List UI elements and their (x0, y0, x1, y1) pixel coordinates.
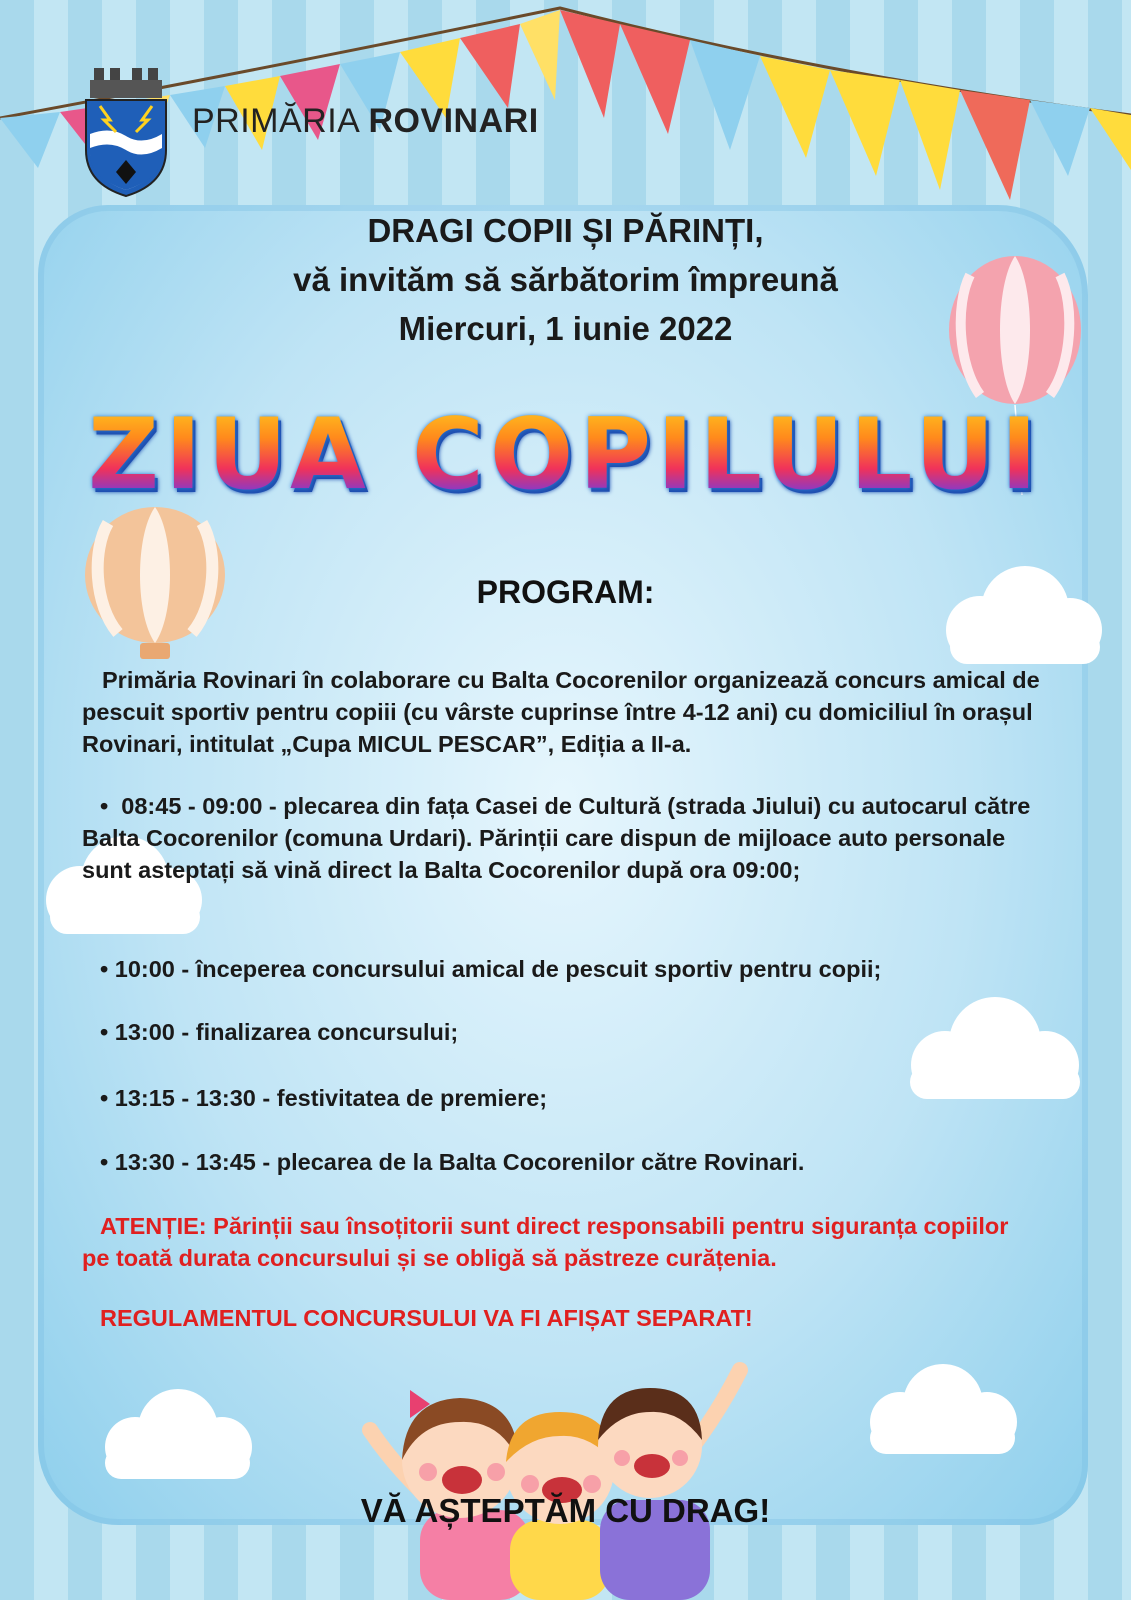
intro-date: Miercuri, 1 iunie 2022 (398, 310, 733, 347)
rules-note: REGULAMENTUL CONCURSULUI VA FI AFIȘAT SEPARAT! (100, 1305, 753, 1331)
program-item-text: 10:00 - începerea concursului amical de pescuit sportiv pentru copii; (114, 956, 882, 982)
bullet-icon: • (100, 793, 122, 819)
program-heading: PROGRAM: (476, 574, 655, 610)
brand-prefix: PRIMĂRIA (192, 102, 359, 140)
bullet-icon: • (100, 1019, 115, 1045)
cloud-bottom-right (855, 1360, 1025, 1460)
program-paragraph: Primăria Rovinari în colaborare cu Balta Cocorenilor organizează concurs amical de pescuit sportiv pentru copiii (cu vârste cuprinse între 4-12 ani) cu domiciliul în orașul Rovinari, intitulat „Cupa MICUL PESCAR”, Ediția a II-a. (82, 667, 1040, 757)
program-item (82, 790, 1042, 886)
bullet-icon: • (100, 956, 115, 982)
warning-note: ATENȚIE: Părinții sau însoțitorii sunt direct responsabili pentru siguranța copiilor pe toată durata concursului și se obligă să păstreze curățenia. (82, 1213, 1009, 1271)
bullet-icon: • (100, 1149, 115, 1175)
closing-message: VĂ AȘTEPTĂM CU DRAG! (360, 1492, 771, 1529)
program-item-text: 08:45 - 09:00 - plecarea din fața Casei de Cultură (strada Jiului) cu autocarul către Balta Cocorenilor (comuna Urdari). Părinții care dispun de mijloace auto personale sunt asteptați să vină direct la Balta Cocorenilor după ora 09:00; (82, 793, 1031, 883)
brand-city: ROVINARI (368, 102, 539, 140)
program-item-text: 13:30 - 13:45 - plecarea de la Balta Cocorenilor către Rovinari. (114, 1149, 805, 1175)
program-item-text: 13:15 - 13:30 - festivitatea de premiere; (114, 1085, 548, 1111)
program-item-text: 13:00 - finalizarea concursului; (114, 1019, 459, 1045)
cloud-bottom-left (90, 1385, 260, 1485)
children-illustration (350, 1360, 770, 1600)
event-title: ZIUA COPILULUI (0, 398, 1131, 512)
program-item (100, 1082, 1060, 1114)
program-item (100, 953, 1060, 985)
coat-of-arms-logo (80, 66, 172, 198)
program-item (100, 1146, 1060, 1178)
bullet-icon: • (100, 1085, 115, 1111)
program-item (100, 1016, 1060, 1048)
intro-invitation: vă invităm să sărbătorim împreună (293, 261, 838, 298)
intro-greeting: DRAGI COPII ȘI PĂRINȚI, (367, 212, 764, 249)
brand-name (192, 102, 539, 141)
